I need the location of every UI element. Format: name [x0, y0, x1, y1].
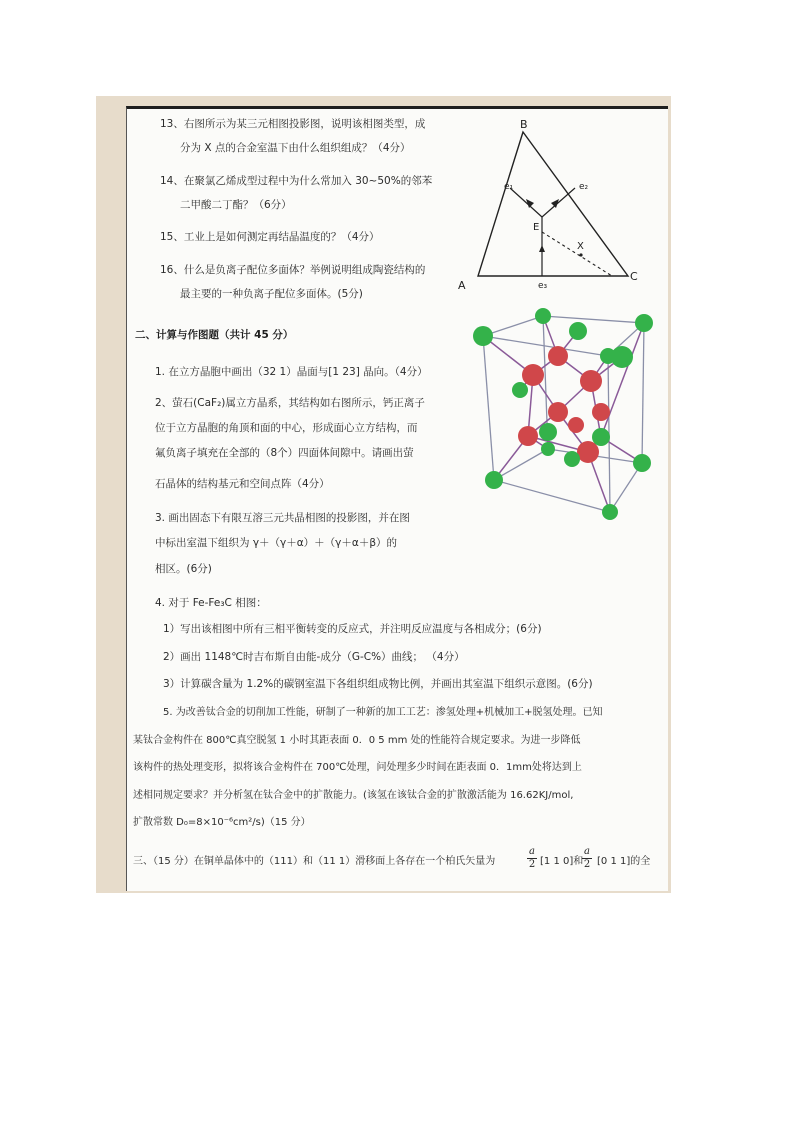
section3-vector2: [0 1 1]的全 [597, 856, 651, 867]
q14-line1: 14、在聚氯乙烯成型过程中为什么常加入 30~50%的邻苯 [160, 175, 433, 187]
calcium-ion [633, 454, 651, 472]
fraction-numerator: a [527, 846, 537, 859]
q5-line5: 扩散常数 D₀=8×10⁻⁶cm²/s)（15 分） [133, 817, 311, 828]
calcium-ion [569, 322, 587, 340]
q14-line2: 二甲酸二丁酯？（6分） [180, 199, 292, 211]
fluoride-ion [577, 441, 599, 463]
fluoride-ion [592, 403, 610, 421]
q5-line1: 5. 为改善钛合金的切削加工性能，研制了一种新的加工工艺：渗氢处理+机械加工+脱氢处理。已知 [163, 707, 603, 718]
q4-item2: 2）画出 1148℃时吉布斯自由能-成分（G-C%）曲线； （4分） [163, 651, 465, 663]
fluoride-ion [548, 346, 568, 366]
q2-line3: 氟负离子填充在全部的（8个）四面体间隙中。请画出萤 [155, 447, 414, 459]
q15-line: 15、工业上是如何测定再结晶温度的？（4分） [160, 231, 380, 243]
calcium-ion [592, 428, 610, 446]
calcium-ion [485, 471, 503, 489]
calcium-ion [512, 382, 528, 398]
q5-line2: 某钛合金构件在 800℃真空脱氢 1 小时其距表面 0．0 5 mm 处的性能符合规定要求。为进一步降低 [133, 735, 581, 746]
point-label-e3: e₃ [538, 281, 548, 291]
calcium-ion [611, 346, 633, 368]
fraction-denominator: 2 [528, 859, 536, 870]
calcium-ion [539, 423, 557, 441]
q4-item1: 1）写出该相图中所有三相平衡转变的反应式，并注明反应温度与各相成分；(6分) [163, 623, 542, 635]
point-label-e1: e₁ [504, 182, 514, 192]
calcium-ion [535, 308, 551, 324]
q16-line2: 最主要的一种负离子配位多面体。(5分) [180, 288, 363, 300]
section3-vector1: [1 1 0]和 [540, 856, 584, 867]
q5-line3: 该构件的热处理变形，拟将该合金构件在 700℃处理，问处理多少时间在距表面 0．1mm处将达到上 [133, 762, 582, 773]
fraction-a-over-2 [527, 846, 537, 871]
calcium-ion [635, 314, 653, 332]
q3-line3: 相区。(6分) [155, 563, 212, 575]
fluoride-ion [522, 364, 544, 386]
fluorite-crystal-structure [470, 300, 660, 522]
calcium-ion [473, 326, 493, 346]
vertex-label-a: A [458, 279, 466, 292]
fraction-a-over-2-second [582, 846, 592, 871]
fluoride-ion [548, 402, 568, 422]
fraction-denominator: 2 [583, 859, 591, 870]
section3-text: 三、（15 分）在铜单晶体中的（111）和（11 1）滑移面上各存在一个柏氏矢量为 [133, 856, 496, 867]
q3-line2: 中标出室温下组织为 γ＋（γ＋α）＋（γ＋α＋β）的 [155, 537, 398, 549]
q2-line1: 2、萤石(CaF₂)属立方晶系，其结构如右图所示，钙正离子 [155, 397, 425, 409]
q13-line2: 分为 X 点的合金室温下由什么组织组成？（4分） [180, 142, 411, 154]
fluoride-ion [568, 417, 584, 433]
q3-line1: 3. 画出固态下有限互溶三元共晶相图的投影图，并在图 [155, 512, 410, 524]
q4-title: 4. 对于 Fe-Fe₃C 相图： [155, 597, 267, 609]
vertex-label-c: C [630, 270, 638, 283]
q2-line4: 石晶体的结构基元和空间点阵（4分） [155, 478, 330, 490]
q16-line1: 16、什么是负离子配位多面体？举例说明组成陶瓷结构的 [160, 264, 426, 276]
point-label-x: X [577, 241, 584, 252]
fluoride-ion [518, 426, 538, 446]
fraction-numerator: a [582, 846, 592, 859]
calcium-ion [541, 442, 555, 456]
point-label-e: E [533, 222, 540, 233]
q13-line1: 13、右图所示为某三元相图投影图，说明该相图类型，成 [160, 118, 426, 130]
calcium-ion [564, 451, 580, 467]
calcium-ion [602, 504, 618, 520]
vertex-label-b: B [520, 118, 528, 131]
point-label-e2: e₂ [579, 182, 589, 192]
q1-line: 1. 在立方晶胞中画出（32 1）晶面与[1 23] 晶向。（4分） [155, 366, 428, 378]
q5-line4: 述相同规定要求？并分析氢在钛合金中的扩散能力。(该氢在该钛合金的扩散激活能为 16.62KJ/mol, [133, 790, 574, 801]
q2-line2: 位于立方晶胞的角顶和面的中心，形成面心立方结构，而 [155, 422, 418, 434]
section2-title: 二、计算与作图题（共计 45 分） [135, 329, 294, 341]
fluoride-ion [580, 370, 602, 392]
ternary-projection-diagram [450, 112, 660, 297]
q4-item3: 3）计算碳含量为 1.2%的碳钢室温下各组织组成物比例，并画出其室温下组织示意图。(6分) [163, 678, 593, 690]
